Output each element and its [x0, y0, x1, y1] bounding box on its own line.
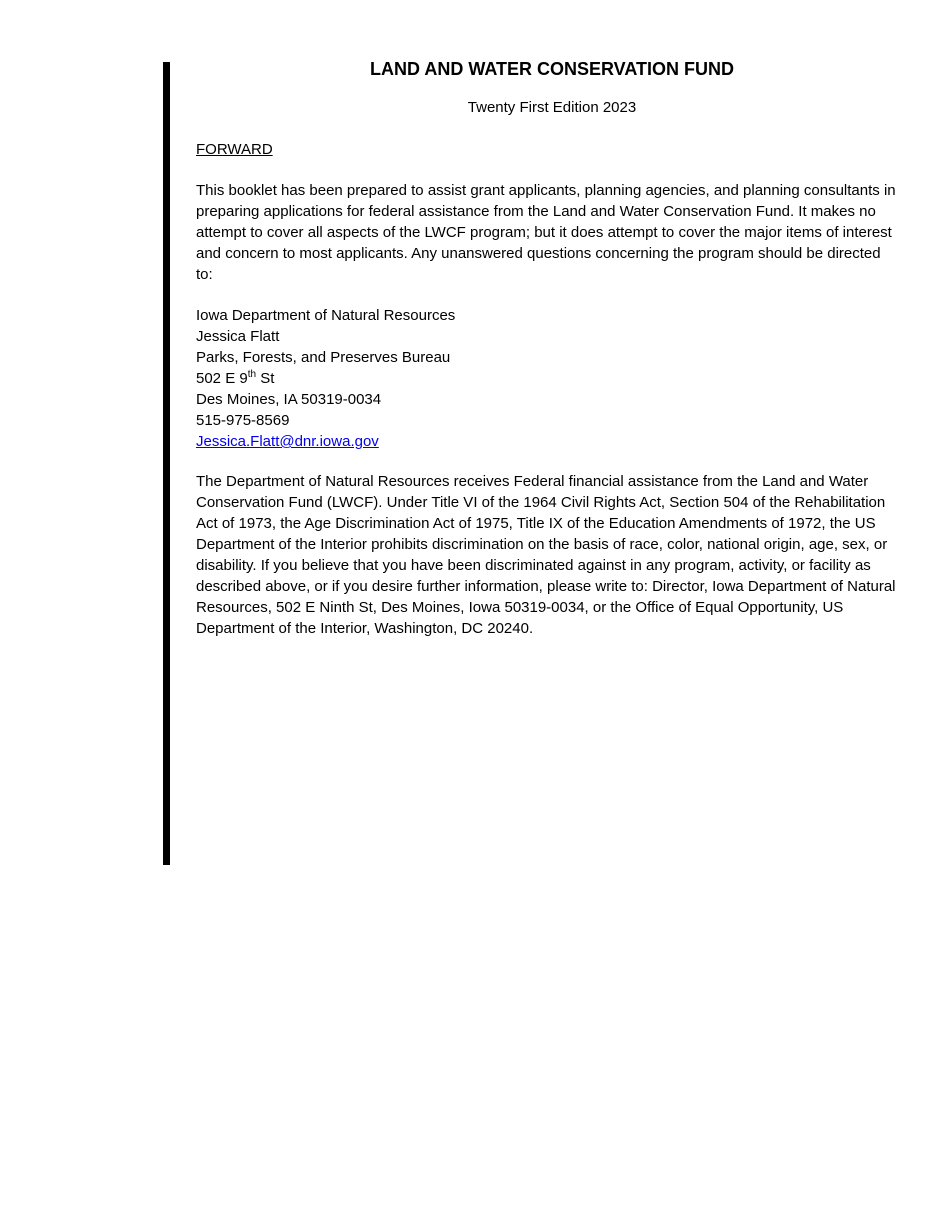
edition-label: Twenty First Edition 2023: [467, 99, 637, 116]
contact-name: Jessica Flatt: [196, 328, 280, 345]
document-title: LAND AND WATER CONSERVATION FUND: [370, 59, 734, 79]
section-heading: FORWARD: [196, 141, 273, 158]
contact-street: [196, 368, 900, 389]
street-ordinal: th: [247, 369, 257, 380]
contact-phone: 515-975-8569: [196, 412, 290, 429]
nondiscrimination-paragraph: The Department of Natural Resources receives Federal financial assistance from the Land and Water Conservation Fund (LWCF). Under Title VI of the 1964 Civil Rights Act, Section 504 of the Rehabilitation Act of 1973, the Age Discrimination Act of 1975, Title IX of the Education Amendments of 1972, the US Department of the Interior prohibits discrimination on the basis of race, color, national origin, age, sex, or disability. If you believe that you have been discriminated against in any program, activity, or facility as described above, or if you desire further information, please write to: Director, Iowa Department of Natural Resources, 502 E Ninth St, Des Moines, Iowa 50319-0034, or the Office of Equal Opportunity, US Department of the Interior, Washington, DC 20240.: [196, 473, 896, 637]
intro-paragraph: This booklet has been prepared to assist grant applicants, planning agencies, and planning consultants in preparing applications for federal assistance from the Land and Water Conservation Fund. It makes no attempt to cover all aspects of the LWCF program; but it does attempt to cover the major items of interest and concern to most applicants. Any unanswered questions concerning the program should be directed to:: [196, 182, 896, 283]
contact-organization: Iowa Department of Natural Resources: [196, 307, 456, 324]
revision-bar: [163, 62, 170, 865]
street-suffix: St: [256, 370, 275, 387]
contact-city-state-zip: Des Moines, IA 50319-0034: [196, 391, 382, 408]
contact-address: [196, 305, 900, 452]
page-content: [196, 56, 900, 639]
contact-email-link[interactable]: Jessica.Flatt@dnr.iowa.gov: [196, 433, 379, 450]
contact-bureau: Parks, Forests, and Preserves Bureau: [196, 349, 451, 366]
street-number: 502 E 9: [196, 370, 248, 387]
